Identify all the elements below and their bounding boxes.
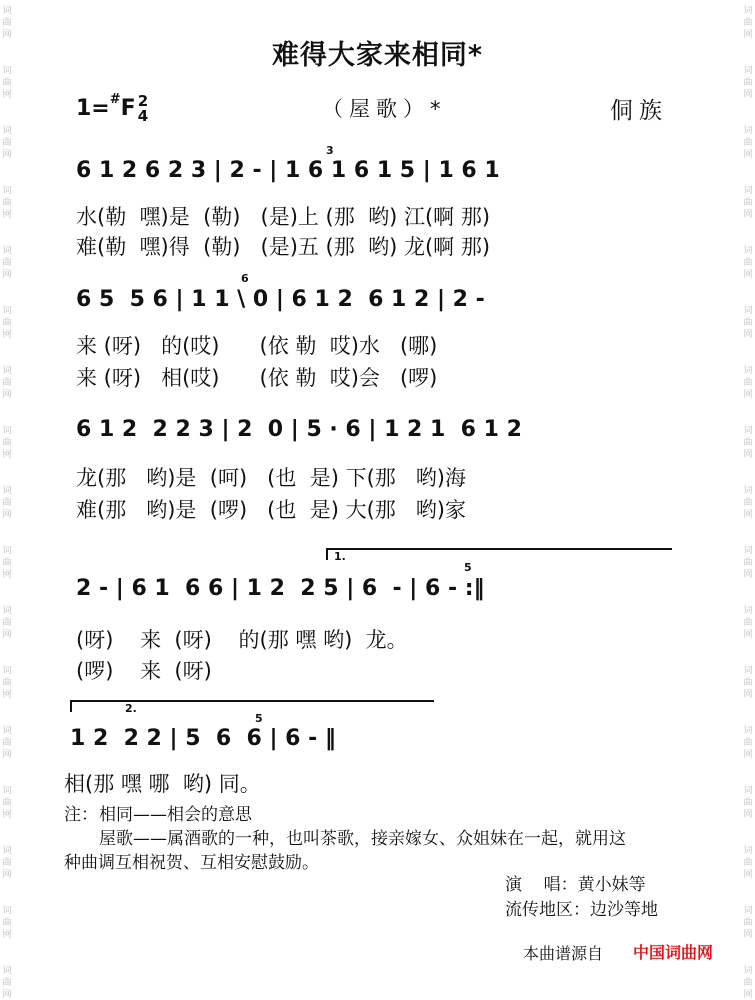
- edge-watermark-char: 词: [2, 906, 12, 916]
- edge-watermark-char: 曲: [743, 138, 753, 148]
- edge-watermark-char: 曲: [2, 138, 12, 148]
- edge-watermark-char: 词: [2, 306, 12, 316]
- annotation-line-3: 种曲调互相祝贺、互相安慰鼓励。: [64, 853, 319, 873]
- edge-watermark-char: 词: [2, 66, 12, 76]
- edge-watermark-char: 曲: [2, 738, 12, 748]
- edge-watermark-char: 网: [743, 570, 753, 580]
- volta-bracket-1-left: [326, 548, 328, 560]
- edge-watermark-char: 词: [2, 6, 12, 16]
- edge-watermark-char: 词: [743, 186, 753, 196]
- edge-watermark-char: 词: [2, 366, 12, 376]
- edge-watermark-char: 网: [2, 450, 12, 460]
- edge-watermark-char: 网: [2, 90, 12, 100]
- edge-watermark-char: 网: [2, 870, 12, 880]
- singer-credit: 演 唱：黄小妹等: [505, 875, 646, 895]
- left-edge-watermark: [0, 0, 14, 1000]
- edge-watermark-char: 词: [743, 966, 753, 976]
- volta-bracket-2-left: [70, 700, 72, 712]
- edge-watermark-char: 网: [2, 570, 12, 580]
- edge-watermark-char: 网: [2, 270, 12, 280]
- edge-watermark-char: 网: [2, 930, 12, 940]
- edge-watermark-char: 曲: [743, 798, 753, 808]
- edge-watermark-char: 词: [743, 306, 753, 316]
- grace-note-5: 5: [255, 712, 263, 725]
- edge-watermark-char: 曲: [743, 258, 753, 268]
- lyric-line-5: 相(那 嘿 哪 哟) 同。: [64, 772, 261, 796]
- edge-watermark-char: 词: [743, 6, 753, 16]
- edge-watermark-char: 曲: [2, 558, 12, 568]
- edge-watermark-char: 词: [743, 486, 753, 496]
- edge-watermark-char: 词: [743, 906, 753, 916]
- edge-watermark-char: 曲: [743, 18, 753, 28]
- edge-watermark-char: 网: [743, 330, 753, 340]
- song-title: 难得大家来相同*: [271, 40, 484, 71]
- volta-label-1: 1.: [334, 550, 346, 563]
- grace-note-2: 6: [241, 272, 249, 285]
- edge-watermark-char: 网: [743, 510, 753, 520]
- edge-watermark-char: 词: [2, 666, 12, 676]
- edge-watermark-char: 网: [743, 390, 753, 400]
- edge-watermark-char: 网: [743, 930, 753, 940]
- edge-watermark-char: 网: [2, 690, 12, 700]
- edge-watermark-char: 词: [743, 126, 753, 136]
- edge-watermark-char: 网: [2, 330, 12, 340]
- edge-watermark-char: 词: [2, 126, 12, 136]
- notation-line-3: 6 1 2 2 2 3 | 2 0 | 5 · 6 | 1 2 1 6 1 2: [76, 417, 522, 442]
- edge-watermark-char: 词: [743, 366, 753, 376]
- lyric-line-4-verse-1: (呀) 来 (呀) 的(那 嘿 哟) 龙。: [76, 628, 408, 652]
- edge-watermark-char: 词: [743, 606, 753, 616]
- edge-watermark-char: 曲: [2, 78, 12, 88]
- edge-watermark-char: 词: [743, 66, 753, 76]
- annotation-line-2: 屋歌——属酒歌的一种，也叫茶歌，接亲嫁女、众姐妹在一起，就用这: [99, 829, 626, 849]
- edge-watermark-char: 网: [2, 990, 12, 1000]
- notation-line-5: 1 2 2 2 | 5 6 6 | 6 - ‖: [70, 726, 336, 751]
- edge-watermark-char: 网: [743, 750, 753, 760]
- edge-watermark-char: 网: [743, 30, 753, 40]
- edge-watermark-char: 词: [2, 726, 12, 736]
- edge-watermark-char: 曲: [2, 498, 12, 508]
- edge-watermark-char: 曲: [2, 618, 12, 628]
- edge-watermark-char: 曲: [2, 978, 12, 988]
- edge-watermark-char: 网: [743, 90, 753, 100]
- edge-watermark-char: 词: [743, 786, 753, 796]
- edge-watermark-char: 词: [743, 426, 753, 436]
- volta-label-2: 2.: [125, 702, 137, 715]
- edge-watermark-char: 网: [2, 30, 12, 40]
- edge-watermark-char: 网: [2, 810, 12, 820]
- edge-watermark-char: 曲: [2, 438, 12, 448]
- notation-line-2: 6 5 5 6 | 1 1 \ 0 | 6 1 2 6 1 2 | 2 -: [76, 287, 485, 312]
- edge-watermark-char: 网: [743, 690, 753, 700]
- edge-watermark-char: 曲: [743, 858, 753, 868]
- lyric-line-3-verse-2: 难(那 哟)是 (啰) (也 是) 大(那 哟)家: [76, 498, 466, 522]
- edge-watermark-char: 曲: [743, 978, 753, 988]
- edge-watermark-char: 曲: [743, 618, 753, 628]
- edge-watermark-char: 网: [743, 450, 753, 460]
- edge-watermark-char: 曲: [743, 558, 753, 568]
- edge-watermark-char: 曲: [2, 378, 12, 388]
- edge-watermark-char: 词: [2, 546, 12, 556]
- edge-watermark-char: 网: [743, 270, 753, 280]
- right-edge-watermark: [741, 0, 755, 1000]
- edge-watermark-char: 网: [2, 150, 12, 160]
- annotation-line-1: 相同——相会的意思: [99, 805, 252, 825]
- edge-watermark-char: 词: [2, 486, 12, 496]
- edge-watermark-char: 词: [2, 966, 12, 976]
- edge-watermark-char: 网: [743, 990, 753, 1000]
- edge-watermark-char: 曲: [743, 678, 753, 688]
- key-signature: 1=#F 2 4: [76, 92, 149, 125]
- edge-watermark-char: 词: [2, 426, 12, 436]
- edge-watermark-char: 曲: [2, 678, 12, 688]
- edge-watermark-char: 曲: [743, 378, 753, 388]
- song-genre: （屋歌）*: [322, 97, 447, 121]
- edge-watermark-char: 词: [743, 846, 753, 856]
- edge-watermark-char: 词: [2, 246, 12, 256]
- edge-watermark-char: 曲: [743, 78, 753, 88]
- edge-watermark-char: 词: [743, 546, 753, 556]
- edge-watermark-char: 曲: [2, 18, 12, 28]
- edge-watermark-char: 网: [743, 630, 753, 640]
- edge-watermark-char: 词: [2, 186, 12, 196]
- ethnicity-label: 侗族: [610, 98, 668, 124]
- edge-watermark-char: 词: [2, 606, 12, 616]
- edge-watermark-char: 曲: [2, 918, 12, 928]
- edge-watermark-char: 词: [2, 786, 12, 796]
- edge-watermark-char: 曲: [743, 498, 753, 508]
- footer-source: 本曲谱源自: [523, 944, 604, 963]
- lyric-line-2-verse-2: 来 (呀) 相(哎) (依 勒 哎)会 (啰): [76, 366, 438, 390]
- annotation-label: 注：: [64, 805, 98, 825]
- edge-watermark-char: 网: [2, 510, 12, 520]
- lyric-line-1-verse-1: 水(勒 嘿)是 (勒) (是)上 (那 哟) 江(啊 那): [76, 205, 491, 229]
- edge-watermark-char: 曲: [743, 438, 753, 448]
- region-credit: 流传地区：边沙等地: [505, 900, 658, 920]
- edge-watermark-char: 曲: [2, 858, 12, 868]
- edge-watermark-char: 词: [743, 666, 753, 676]
- edge-watermark-char: 网: [743, 810, 753, 820]
- edge-watermark-char: 曲: [2, 318, 12, 328]
- edge-watermark-char: 词: [2, 846, 12, 856]
- edge-watermark-char: 曲: [743, 318, 753, 328]
- edge-watermark-char: 网: [743, 150, 753, 160]
- edge-watermark-char: 曲: [2, 258, 12, 268]
- lyric-line-4-verse-2: (啰) 来 (呀): [76, 659, 212, 683]
- grace-note-4: 5: [464, 561, 472, 574]
- notation-line-1: 6 1 2 6 2 3 | 2 - | 1 6 1 6 1 5 | 1 6 1: [76, 158, 500, 183]
- edge-watermark-char: 曲: [743, 198, 753, 208]
- edge-watermark-char: 曲: [743, 918, 753, 928]
- edge-watermark-char: 网: [743, 870, 753, 880]
- lyric-line-1-verse-2: 难(勒 嘿)得 (勒) (是)五 (那 哟) 龙(啊 那): [76, 235, 491, 259]
- edge-watermark-char: 网: [743, 210, 753, 220]
- edge-watermark-char: 网: [2, 390, 12, 400]
- edge-watermark-char: 网: [2, 210, 12, 220]
- edge-watermark-char: 曲: [2, 198, 12, 208]
- edge-watermark-char: 网: [2, 630, 12, 640]
- volta-bracket-1: [326, 548, 672, 550]
- edge-watermark-char: 词: [743, 246, 753, 256]
- footer-site-link[interactable]: 中国词曲网: [633, 943, 714, 962]
- edge-watermark-char: 曲: [743, 738, 753, 748]
- grace-note-1: 3: [326, 144, 334, 157]
- edge-watermark-char: 曲: [2, 798, 12, 808]
- edge-watermark-char: 词: [743, 726, 753, 736]
- notation-line-4: 2 - | 6 1 6 6 | 1 2 2 5 | 6 - | 6 - :‖: [76, 576, 485, 601]
- lyric-line-3-verse-1: 龙(那 哟)是 (呵) (也 是) 下(那 哟)海: [76, 466, 466, 490]
- edge-watermark-char: 网: [2, 750, 12, 760]
- lyric-line-2-verse-1: 来 (呀) 的(哎) (依 勒 哎)水 (哪): [76, 334, 438, 358]
